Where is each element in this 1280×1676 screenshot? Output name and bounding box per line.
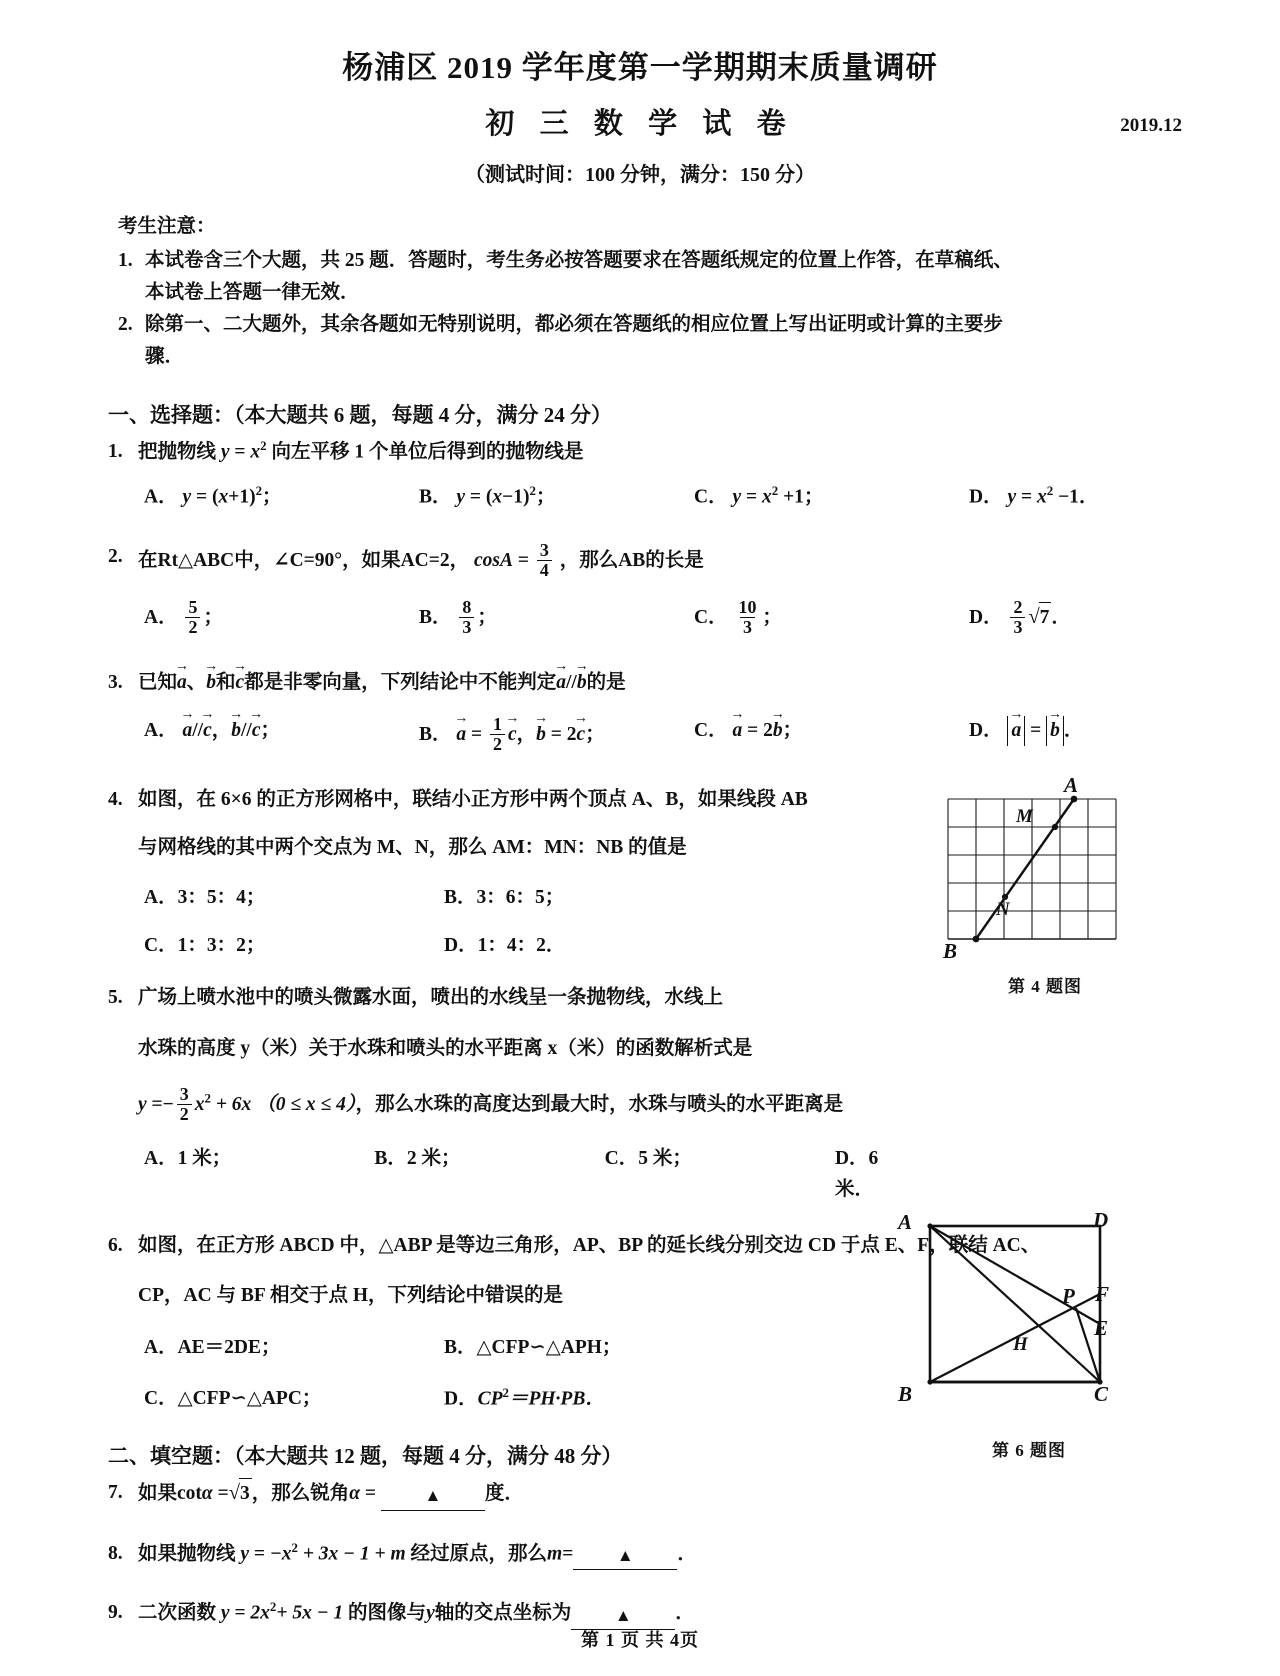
- q1-option-d[interactable]: D． $y = x^2 -1$．: [969, 483, 1099, 508]
- question-text: 已知a →、b →和c →都是非零向量，下列结论中不能判定a →//b →的是: [138, 668, 1168, 698]
- question-number: 9.: [108, 1602, 123, 1624]
- q2-text-b: ，那么AB的长是: [559, 550, 704, 572]
- figure6-label-c: C: [1094, 1382, 1109, 1406]
- figure4-label-a: A: [1064, 773, 1079, 797]
- q5-options: [144, 1144, 908, 1204]
- q6-text-line2: CP，AC 与 BF 相交于点 H，下列结论中错误的是: [138, 1285, 564, 1307]
- q5-option-c[interactable]: C．5 米；: [604, 1148, 692, 1170]
- question-number: 7.: [108, 1482, 123, 1504]
- q1-option-a[interactable]: A． $y = (x+1)^2$；: [144, 483, 282, 508]
- q2-option-b[interactable]: B． $\frac{8}{3}$ ；: [419, 596, 497, 637]
- q1-formula-x: x: [250, 441, 261, 463]
- page-footer: 第 1 页 共 4页: [581, 1630, 699, 1650]
- question-text: 如果cotα =√3 ，那么锐角α = ▲ 度．: [138, 1478, 1168, 1510]
- exam-time-note: （测试时间：100 分钟，满分：150 分）: [465, 164, 815, 186]
- q4-option-b[interactable]: B．3：6：5；: [444, 886, 565, 908]
- q2-fraction: $\frac{3}{4}$: [537, 541, 552, 580]
- question-8: [108, 1539, 1168, 1571]
- q5-option-a[interactable]: A．1 米；: [144, 1148, 232, 1170]
- q1-option-b[interactable]: B． $y = (x-1)^2$；: [419, 483, 556, 508]
- question-number: 6.: [108, 1234, 123, 1256]
- figure6-label-f: F: [1095, 1282, 1110, 1306]
- section-heading-choice: 一、选择题：（本大题共 6 题，每题 4 分，满分 24 分）: [108, 402, 612, 427]
- notice-item-number: 1.: [118, 249, 133, 271]
- figure6-label-h: H: [1013, 1334, 1028, 1355]
- figure6-caption: 第 6 题图: [992, 1441, 1066, 1460]
- q3-option-a[interactable]: A． a →//c →，b →//c →；: [144, 716, 419, 755]
- q2-option-d[interactable]: D． $\frac{2}{3}$ √7 ．: [969, 596, 1071, 637]
- q3-option-d[interactable]: D． a → = b → ．: [969, 716, 1083, 755]
- figure-question-4: [918, 773, 1148, 997]
- question-1: [108, 437, 1168, 512]
- notice-item-number: 2.: [118, 313, 133, 335]
- q1-option-b-label: B．: [419, 486, 452, 508]
- q4-option-a[interactable]: A．3：5：4；: [144, 886, 266, 908]
- question-number: 3.: [108, 671, 123, 693]
- q1-option-c[interactable]: C． $y = x^2 +1$；: [694, 483, 824, 508]
- candidate-notice: [118, 211, 1148, 373]
- notice-title: 考生注意：: [118, 216, 216, 237]
- q1-option-a-label: A．: [144, 486, 178, 508]
- figure4-caption: 第 4 题图: [1008, 977, 1082, 996]
- figure4-label-n: N: [996, 899, 1010, 920]
- notice-item-text-cont: 本试卷上答题一律无效．: [145, 282, 360, 304]
- figure4-label-m: M: [1016, 806, 1033, 827]
- q6-option-b[interactable]: B．△CFP∽△APH；: [444, 1337, 622, 1359]
- question-number: 2.: [108, 546, 123, 568]
- q2-cos: cos: [473, 550, 500, 572]
- q4-option-c[interactable]: C．1：3：2；: [144, 935, 266, 957]
- point-b-marker: [927, 1379, 932, 1384]
- q5-equation-line: y =− $\frac{3}{2}$ $x^2 + 6x$ （0 ≤ x ≤ 4），那么水珠的高度达到最大时，水珠与喷头的水平距离是: [138, 1083, 844, 1124]
- q1-formula: y: [220, 441, 230, 463]
- q1-options: [144, 482, 1168, 513]
- figure-question-6: [880, 1204, 1140, 1461]
- q9-answer-blank[interactable]: ▲: [571, 1603, 675, 1630]
- point-b-marker: [973, 936, 980, 943]
- q1-option-c-label: C．: [694, 486, 728, 508]
- figure6-label-d: D: [1093, 1208, 1109, 1232]
- question-7: [108, 1478, 1168, 1510]
- section-heading-fill: 二、填空题：（本大题共 12 题，每题 4 分，满分 48 分）: [108, 1444, 623, 1469]
- q6-option-c[interactable]: C．△CFP∽△APC；: [144, 1387, 322, 1409]
- question-text: 广场上喷水池中的喷头微露水面，喷出的水线呈一条抛物线，水线上: [138, 987, 724, 1009]
- q4-option-d[interactable]: D．1：4：2．: [444, 935, 566, 957]
- notice-item: [118, 309, 1148, 341]
- q1-text-b: 向左平移 1 个单位后得到的抛物线是: [271, 441, 584, 463]
- question-text: 把抛物线 $y = x^2$ 向左平移 1 个单位后得到的抛物线是: [138, 438, 584, 463]
- question-text: 如果抛物线 $y = -x^2 + 3x - 1 + m$ 经过原点，那么m= ▲ ．: [138, 1539, 1168, 1571]
- question-number: 4.: [108, 788, 123, 810]
- question-text: 二次函数 $y = 2x^2+ 5x - 1$ 的图像与y轴的交点坐标为 ▲ ．: [138, 1598, 1168, 1630]
- notice-item: [118, 245, 1148, 277]
- question-2: [108, 542, 1168, 637]
- grid-diagram: [933, 779, 1133, 969]
- q2-options: [144, 596, 1168, 638]
- vector-b: b →: [206, 668, 216, 698]
- q7-answer-blank[interactable]: ▲: [381, 1483, 485, 1510]
- q3-options: [144, 713, 1168, 755]
- q8-answer-blank[interactable]: ▲: [573, 1543, 677, 1570]
- q4-options-row2: [144, 931, 898, 961]
- question-text: 在Rt△ABC中，∠C=90°，如果AC=2， cosA = $\frac{3}{4}$ ，那么AB的长是: [138, 540, 704, 581]
- document-date: 2019.12: [1120, 115, 1182, 136]
- question-number: 1.: [108, 440, 123, 462]
- q6-option-a[interactable]: A．AE＝2DE；: [144, 1337, 281, 1359]
- point-a-marker: [927, 1223, 932, 1228]
- page-title: 杨浦区 2019 学年度第一学期期末质量调研: [342, 50, 938, 85]
- q2-option-c[interactable]: C． $\frac{10}{3}$ ；: [694, 596, 782, 637]
- point-m-marker: [1052, 824, 1058, 830]
- figure6-label-p: P: [1062, 1284, 1075, 1308]
- notice-item-text-cont: 骤．: [145, 346, 185, 368]
- q5-option-d[interactable]: D．6 米．: [834, 1148, 879, 1200]
- figure6-label-b: B: [898, 1382, 913, 1406]
- q2-text-a: 在Rt△ABC中，∠C=90°，如果AC=2，: [138, 550, 470, 572]
- q1-text-a: 把抛物线: [138, 441, 217, 463]
- q5-text-line2: 水珠的高度 y（米）关于水珠和喷头的水平距离 x（米）的函数解析式是: [138, 1037, 753, 1059]
- question-number: 8.: [108, 1542, 123, 1564]
- q1-option-d-label: D．: [969, 486, 1003, 508]
- question-text: 如图，在 6×6 的正方形网格中，联结小正方形中两个顶点 A、B，如果线段 AB: [138, 788, 808, 810]
- vector-c: c →: [236, 668, 245, 698]
- q4-text-line2: 与网格线的其中两个交点为 M、N，那么 AM：MN：NB 的值是: [138, 836, 687, 858]
- notice-item-text: 除第一、二大题外，其余各题如无特别说明，都必须在答题纸的相应位置上写出证明或计算的主要步: [145, 313, 1004, 335]
- q4-options-row1: [144, 883, 898, 913]
- exam-page: [0, 24, 1280, 1676]
- q6-option-d[interactable]: D．$CP^2=PH\cdot PB$．: [444, 1385, 605, 1410]
- question-3: [108, 668, 1168, 755]
- question-4: [108, 785, 898, 962]
- subtitle-row: [0, 101, 1280, 142]
- notice-item-text: 本试卷含三个大题，共 25 题．答题时，考生务必按答题要求在答题纸规定的位置上作答，在草稿纸、: [145, 249, 1013, 271]
- question-5: [108, 983, 908, 1205]
- q5-option-b[interactable]: B．2 米；: [374, 1148, 461, 1170]
- question-number: 5.: [108, 987, 123, 1009]
- q3-option-c[interactable]: C． a → = 2b →；: [694, 716, 969, 755]
- page-subtitle: 初 三 数 学 试 卷: [485, 108, 795, 140]
- figure6-label-e: E: [1094, 1316, 1109, 1340]
- q3-option-b[interactable]: B． a → = $\frac{1}{2}$ c →，b → = 2c →；: [419, 716, 694, 755]
- question-text: 如图，在正方形 ABCD 中，△ABP 是等边三角形，AP、BP 的延长线分别交边 CD 于点 E、F，联结 AC、: [138, 1234, 1041, 1256]
- q2-option-a[interactable]: A． $\frac{5}{2}$ ；: [144, 596, 223, 637]
- figure4-label-b: B: [943, 939, 958, 963]
- vector-a: a →: [177, 668, 187, 698]
- figure6-label-a: A: [898, 1210, 913, 1234]
